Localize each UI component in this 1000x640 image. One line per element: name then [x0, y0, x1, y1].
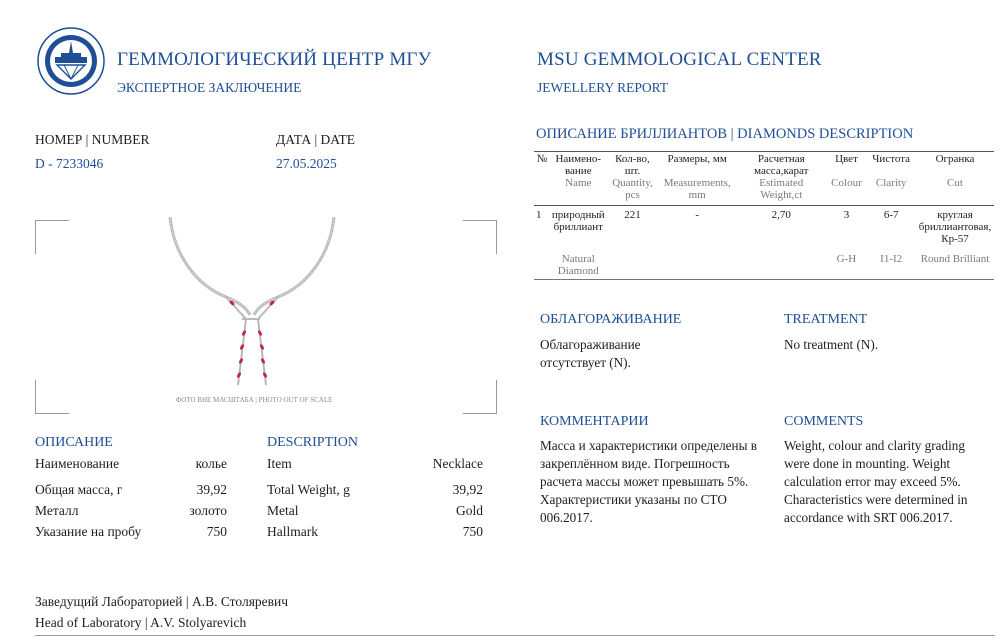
- table-row: [534, 206, 994, 246]
- comments-heading-en: COMMENTS: [784, 414, 864, 429]
- col-header: Measurements, mm: [658, 177, 736, 206]
- col-header: Cut: [916, 177, 994, 206]
- table-cell: Round Brilliant: [916, 245, 994, 280]
- col-header: Цвет: [835, 153, 858, 165]
- table-cell: G-H: [827, 245, 867, 280]
- desc-row-item-ru: [35, 456, 227, 474]
- desc-row-metal-ru: [35, 503, 227, 521]
- desc-label: Металл: [35, 503, 79, 518]
- treatment-heading-ru: ОБЛАГОРАЖИВАНИЕ: [540, 312, 682, 327]
- header-subtitle-en: JEWELLERY REPORT: [537, 80, 669, 95]
- comments-heading-ru: КОММЕНТАРИИ: [540, 414, 649, 429]
- desc-label: Item: [267, 456, 292, 471]
- comments-text-en: Weight, colour and clarity grading were done in mounting. Weight calculation error may exceed 5%. Characteristics were determined in accordance with SRT 006.2017.: [784, 438, 968, 525]
- table-cell: круглая бриллиантовая, Кр-57: [918, 209, 992, 245]
- desc-value: 39,92: [196, 482, 227, 497]
- desc-label: Hallmark: [267, 524, 318, 539]
- diamonds-header-en: [534, 177, 994, 206]
- signature-line-ru: Заведущий Лабораторией | А.В. Столяревич: [35, 594, 289, 609]
- desc-row-weight-en: [267, 482, 483, 500]
- header-title-ru: ГЕММОЛОГИЧЕСКИЙ ЦЕНТР МГУ: [117, 49, 432, 70]
- desc-value: Gold: [456, 503, 483, 518]
- table-cell: 221: [624, 209, 641, 221]
- treatment-heading-en: TREATMENT: [784, 312, 868, 327]
- number-label: НОМЕР | NUMBER: [35, 132, 150, 147]
- number-value: D - 7233046: [35, 156, 104, 171]
- col-header: Чистота: [872, 153, 911, 165]
- desc-label: Total Weight, g: [267, 482, 350, 497]
- table-row: [534, 245, 994, 280]
- desc-value: 750: [206, 524, 227, 539]
- date-value: 27.05.2025: [276, 156, 337, 171]
- table-cell: 2,70: [771, 209, 791, 221]
- col-header: Расчетная масса,карат: [754, 153, 809, 177]
- col-header: [534, 177, 550, 206]
- header-subtitle-ru: ЭКСПЕРТНОЕ ЗАКЛЮЧЕНИЕ: [117, 80, 302, 95]
- table-cell: 3: [843, 209, 850, 221]
- table-cell: 1: [536, 209, 542, 221]
- col-header: Estimated Weight,ct: [736, 177, 827, 206]
- desc-row-metal-en: [267, 503, 483, 521]
- col-header: Quantity, pcs: [607, 177, 659, 206]
- comments-text-ru: Масса и характеристики определены в закреплённом виде. Погрешность расчета массы может превышать 5%. Характеристики указаны по СТО 006.2017.: [540, 438, 757, 525]
- desc-value: золото: [189, 503, 227, 518]
- table-cell: 6-7: [883, 209, 899, 221]
- desc-value: Necklace: [432, 456, 483, 471]
- description-list-ru: [35, 456, 227, 546]
- description-heading-ru: ОПИСАНИЕ: [35, 435, 113, 450]
- description-list-en: [267, 456, 483, 546]
- col-header: Огранка: [935, 153, 975, 165]
- desc-value: 750: [462, 524, 483, 539]
- desc-row-weight-ru: [35, 482, 227, 500]
- treatment-text-en: No treatment (N).: [784, 337, 879, 352]
- diamonds-header-ru: [534, 152, 994, 177]
- table-cell: -: [695, 209, 699, 221]
- desc-row-item-en: [267, 456, 483, 474]
- col-header: №: [536, 153, 548, 165]
- necklace-photo: [166, 215, 338, 397]
- msu-seal-icon: [37, 27, 105, 95]
- table-cell: [607, 245, 659, 280]
- table-cell: природный бриллиант: [551, 209, 605, 233]
- desc-label: Указание на пробу: [35, 524, 142, 539]
- desc-value: 39,92: [452, 482, 483, 497]
- necklace-image: [166, 215, 338, 397]
- treatment-text-ru: Облагораживание отсутствует (N).: [540, 337, 641, 370]
- table-cell: I1-I2: [866, 245, 916, 280]
- header-title-en: MSU GEMMOLOGICAL CENTER: [537, 49, 822, 70]
- col-header: Наимено-вание: [555, 153, 602, 177]
- col-header: Кол-во, шт.: [615, 153, 650, 177]
- desc-value: колье: [195, 456, 227, 471]
- col-header: Name: [550, 177, 607, 206]
- description-heading-en: DESCRIPTION: [267, 435, 359, 450]
- col-header: Clarity: [866, 177, 916, 206]
- footer-divider: [35, 635, 995, 636]
- desc-row-hallmark-ru: [35, 524, 227, 542]
- desc-label: Metal: [267, 503, 299, 518]
- desc-label: Наименование: [35, 456, 120, 471]
- table-cell: [534, 245, 550, 280]
- signature-line-en: Head of Laboratory | A.V. Stolyarevich: [35, 615, 247, 630]
- diamonds-table: [534, 152, 994, 280]
- diamonds-heading: ОПИСАНИЕ БРИЛЛИАНТОВ | DIAMONDS DESCRIPTION: [536, 126, 914, 142]
- col-header: Размеры, мм: [667, 153, 727, 165]
- table-cell: [658, 245, 736, 280]
- table-cell: Natural Diamond: [550, 245, 607, 280]
- table-cell: [736, 245, 827, 280]
- msu-logo: [37, 27, 105, 95]
- diamonds-table-wrap: [534, 151, 994, 280]
- desc-row-hallmark-en: [267, 524, 483, 542]
- date-label: ДАТА | DATE: [276, 132, 356, 147]
- desc-label: Общая масса, г: [35, 482, 123, 497]
- col-header: Colour: [827, 177, 867, 206]
- photo-caption: ФОТО ВНЕ МАСШТАБА | PHOTO OUT OF SCALE: [175, 396, 333, 404]
